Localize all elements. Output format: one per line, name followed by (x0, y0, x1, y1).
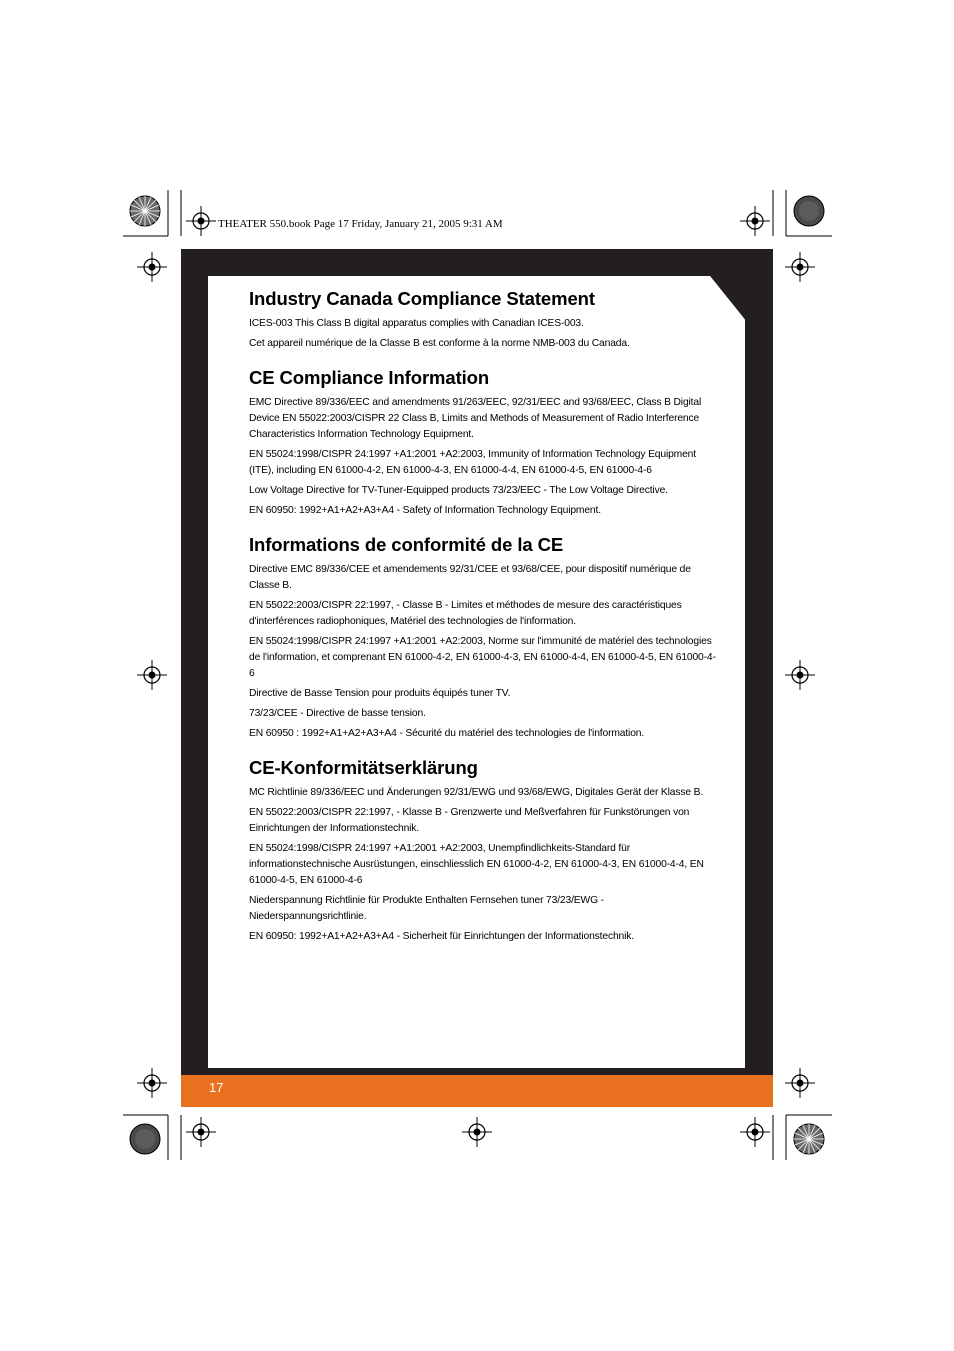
starburst-target-icon (128, 194, 162, 228)
registration-target-icon (785, 252, 815, 282)
registration-target-icon (137, 252, 167, 282)
section-heading: CE-Konformitätserklärung (249, 757, 478, 778)
paragraph: EN 55022:2003/CISPR 22:1997, - Classe B - Limites et méthodes de mesure des caractéristiques d'interférences radiophoniques, Matériel des technologies de l'information. (249, 600, 682, 627)
page-number: 17 (209, 1080, 224, 1095)
registration-target-icon (740, 206, 770, 236)
registration-target-icon (186, 1117, 216, 1147)
paragraph: ICES-003 This Class B digital apparatus complies with Canadian ICES-003. (249, 318, 584, 329)
section-industry-canada (249, 288, 719, 352)
paragraph: EN 60950 : 1992+A1+A2+A3+A4 - Sécurité du matériel des technologies de l'information. (249, 728, 645, 739)
paragraph: 73/23/CEE - Directive de basse tension. (249, 708, 426, 719)
section-heading: Industry Canada Compliance Statement (249, 288, 595, 309)
section-informations-conformite (249, 534, 719, 742)
section-heading: Informations de conformité de la CE (249, 534, 564, 555)
print-header: THEATER 550.book Page 17 Friday, January 21, 2005 9:31 AM (218, 218, 503, 230)
shaded-target-icon (128, 1122, 162, 1156)
registration-target-icon (137, 1068, 167, 1098)
registration-target-icon (740, 1117, 770, 1147)
paragraph: Niederspannung Richtlinie für Produkte Enthalten Fernsehen tuner 73/23/EWG - Niederspannungsrichtlinie. (249, 895, 604, 922)
paragraph: Low Voltage Directive for TV-Tuner-Equipped products 73/23/EEC - The Low Voltage Directive. (249, 485, 668, 496)
paragraph: EMC Directive 89/336/EEC and amendments 91/263/EEC, 92/31/EEC and 93/68/EEC, Class B Digital Device EN 55022:2003/CISPR 22 Class B, Limits and Methods of Measurement of Radio Interference Characteristics Information Technology Equipment. (249, 397, 702, 440)
registration-target-icon (462, 1117, 492, 1147)
paragraph: Cet appareil numérique de la Classe B est conforme à la norme NMB-003 du Canada. (249, 338, 630, 349)
registration-target-icon (785, 1068, 815, 1098)
paragraph: EN 60950: 1992+A1+A2+A3+A4 - Sicherheit für Einrichtungen der Informationstechnik. (249, 931, 634, 942)
paragraph: MC Richtlinie 89/336/EEC und Änderungen 92/31/EWG und 93/68/EWG, Digitales Gerät der Klasse B. (249, 787, 704, 798)
paragraph: EN 55024:1998/CISPR 24:1997 +A1:2001 +A2:2003, Unempfindlichkeits-Standard für informationstechnische Ausrüstungen, einschliesslich EN 61000-4-2, EN 61000-4-3, EN 61000-4-4, EN 61000-4-5, EN 61000-4-6 (249, 843, 704, 886)
registration-target-icon (137, 660, 167, 690)
document-body (249, 288, 719, 960)
paragraph: EN 55024:1998/CISPR 24:1997 +A1:2001 +A2:2003, Immunity of Information Technology Equipment (ITE), including EN 61000-4-2, EN 61000-4-3, EN 61000-4-4, EN 61000-4-5, EN 61000-4-6 (249, 449, 696, 476)
section-ce-konformitaet (249, 757, 719, 945)
section-heading: CE Compliance Information (249, 367, 490, 388)
section-ce-compliance (249, 367, 719, 519)
registration-target-icon (785, 660, 815, 690)
paragraph: Directive EMC 89/336/CEE et amendements 92/31/CEE et 93/68/CEE, pour dispositif numérique de Classe B. (249, 564, 691, 591)
shaded-target-icon (792, 194, 826, 228)
paragraph: EN 55024:1998/CISPR 24:1997 +A1:2001 +A2:2003, Norme sur l'immunité de matériel des technologies de l'information, et comprenant EN 61000-4-2, EN 61000-4-3, EN 61000-4-4, EN 61000-4-5, EN 61000-4-6 (249, 636, 716, 679)
footer-band (181, 1075, 773, 1107)
paragraph: EN 55022:2003/CISPR 22:1997, - Klasse B - Grenzwerte und Meßverfahren für Funkstörungen von Einrichtungen der Informationstechnik. (249, 807, 690, 834)
paragraph: Directive de Basse Tension pour produits équipés tuner TV. (249, 688, 511, 699)
starburst-target-icon (792, 1122, 826, 1156)
registration-target-icon (186, 206, 216, 236)
paragraph: EN 60950: 1992+A1+A2+A3+A4 - Safety of Information Technology Equipment. (249, 505, 601, 516)
